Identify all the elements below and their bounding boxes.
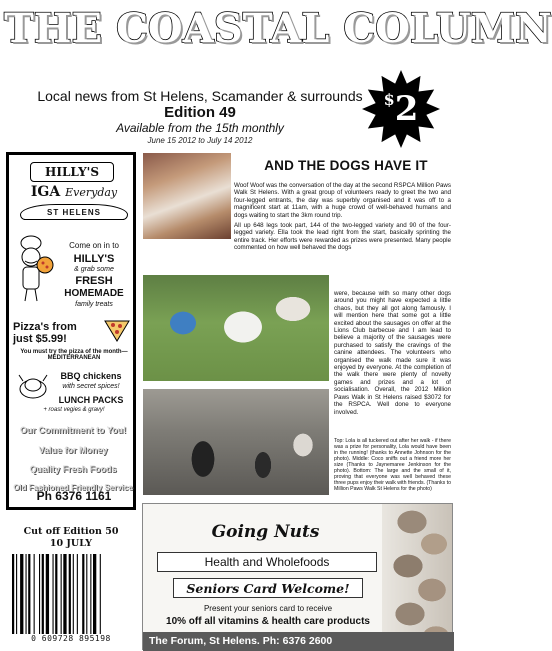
value-for-money-text: Value for Money: [38, 445, 108, 455]
fresh-text: FRESH: [75, 275, 113, 287]
cutoff-date: 10 JULY: [49, 538, 93, 549]
friendly-service-text: Old Fashioned Friendly Service: [13, 483, 133, 492]
st-helens-ribbon: ST HELENS: [20, 204, 128, 220]
cutoff-notice: Cut off Edition 50: [23, 526, 119, 537]
pizza-offer: Pizza's from just $5.99!: [13, 321, 77, 345]
iga-everyday-label: [18, 184, 130, 200]
price-value: 2: [394, 89, 419, 129]
photo-caption: Top: Lola is all tuckered out after her walk - if there was a prize for personality, Lola would have been in the running! (thanks to Annette Johnson for the photo). Middle: Coco sniffs out a friend more her size (Thanks to Jaynemaree Jenkinson for the photo). Bottom: The large and the small of it, proving that everyone was well behaved these three pups enjoy their walk with friends. (Thanks to Million Paws Walk St Helens for the photo): [334, 438, 451, 492]
homemade-text: HOMEMADE: [64, 288, 124, 299]
hillys-iga-advert[interactable]: [6, 152, 136, 510]
going-nuts-address: The Forum, St Helens. Ph: 6376 2600: [143, 632, 454, 651]
going-nuts-advert[interactable]: [142, 503, 453, 650]
sleeping-dog-photo: [142, 152, 232, 240]
iga-text: IGA: [30, 184, 61, 200]
commitment-text: Our Commitment to You!: [19, 425, 127, 435]
roast-vegies-text: + roast vegies & gravy!: [43, 407, 105, 413]
pizza-slice-icon: [103, 319, 131, 343]
bbq-chickens-text: BBQ chickens: [60, 371, 122, 381]
price-currency: $: [383, 90, 395, 109]
article-paragraph-1: Woof Woof was the conversation of the day at the second RSPCA Million Paws Walk St Helens. With a great group of volunteers ready to greet the two and four-legged entrants, the day was superbly organised and it was off to a magnificent start at 11am, with a huge crowd of well-behaved humans and dogs waiting to start the 3km round trip.: [234, 182, 451, 219]
hillys-phone: Ph 6376 1161: [36, 489, 112, 503]
discount-offer: 10% off all vitamins & health care products: [166, 616, 370, 627]
seniors-card-banner: Seniors Card Welcome!: [173, 578, 363, 598]
masthead: [0, 0, 552, 152]
roast-chicken-icon: [17, 371, 49, 401]
price-tag: [362, 70, 440, 148]
present-card-text: Present your seniors card to receive: [203, 604, 333, 613]
barcode-panel: [6, 516, 136, 646]
health-wholefoods-label: Health and Wholefoods: [157, 552, 377, 572]
edition-dates: June 15 2012 to July 14 2012: [147, 136, 253, 145]
pizza-of-month-text: You must try the pizza of the month—MEDITERRANEAN: [20, 349, 128, 361]
hillys-name: HILLY'S: [30, 162, 114, 182]
article-paragraph-3: were, because with so many other dogs around you might have expected a little chaos, but they all got along famously. I will mention here that some got a little excited about the sausages on offer at the Lions Club barbecue and I am lead to believe a majority of the sausages were purchased to satisfy the cravings of the canine attendees. The volunteers who organised the walk made sure it was enjoyed by everyone. At the completion of the walk there were plenty of novelty games and prizes and a lot of socialisation. Overall, the 2012 Million Paws Walk in St Helens raised $3072 for the RSPCA. Well done to everyone involved.: [334, 290, 451, 416]
availability-note: Available from the 15th monthly: [116, 121, 284, 135]
tagline: Local news from St Helens, Scamander & surrounds: [37, 88, 363, 104]
going-nuts-title: Going Nuts: [211, 522, 320, 542]
quality-fresh-foods-text: Quality Fresh Foods: [29, 464, 117, 474]
article-paragraph-2: All up 648 legs took part, 144 of the two-legged variety and 90 of the four-legged variety. Ella took the lead right from the start, basically sprinting the entire track. Her efforts were rewarded as prizes were presented. Many people commented on how well behaved the dogs: [234, 222, 451, 252]
article-headline: AND THE DOGS HAVE IT: [264, 158, 428, 173]
dogs-on-grass-photo: [142, 274, 330, 382]
barcode-icon: [10, 554, 132, 634]
secret-spices-text: with secret spices!: [62, 383, 120, 390]
barcode-number: 0 609728 895198: [31, 634, 111, 643]
hillys-text: HILLY'S: [73, 253, 115, 265]
grab-some-text: & grab some: [74, 266, 114, 273]
lunch-packs-text: LUNCH PACKS: [58, 395, 124, 405]
edition-number: Edition 49: [164, 104, 236, 121]
nuts-image: [382, 504, 452, 651]
come-on-in-text: Come on in to: [69, 241, 119, 250]
dogs-article: [142, 152, 453, 502]
everyday-text: Everyday: [65, 186, 118, 199]
hillys-logo: [12, 158, 130, 230]
newspaper-title: THE COASTAL COLUMN: [4, 5, 552, 52]
family-treats-text: family treats: [75, 301, 113, 308]
pizza-chef-icon: [13, 235, 53, 303]
dogs-walking-photo: [142, 388, 330, 496]
